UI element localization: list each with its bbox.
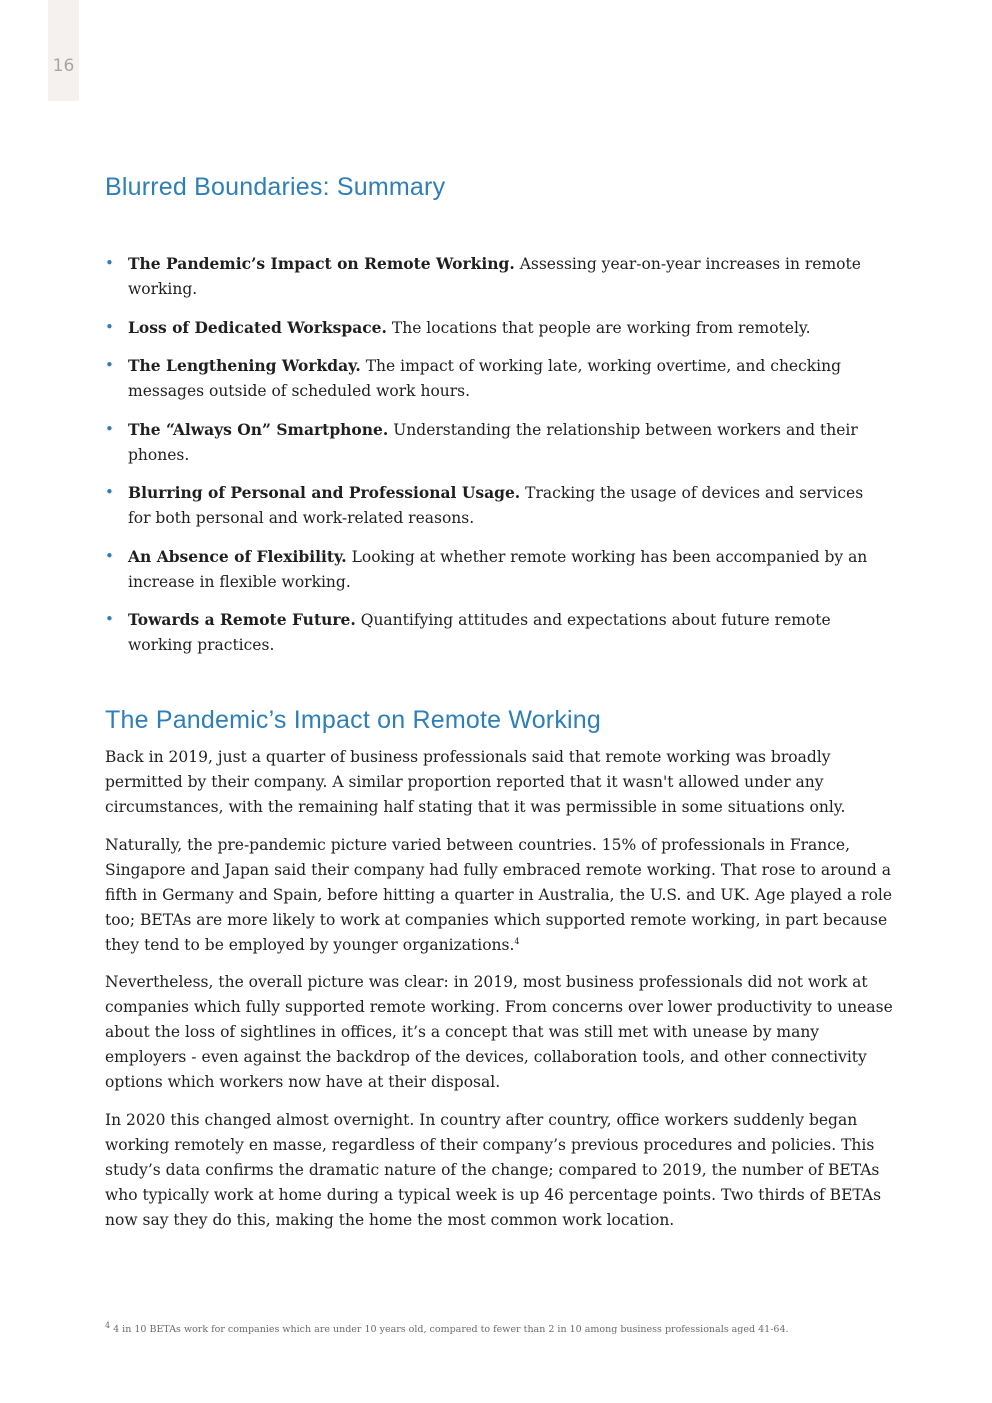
- item-title: Loss of Dedicated Workspace.: [128, 317, 387, 337]
- item-text: The impact of working late, working overtime, and checking messages outside of scheduled work hours.: [128, 357, 842, 400]
- body-text: [105, 745, 895, 1245]
- footnote-marker: 4: [105, 1320, 111, 1330]
- bullet-icon: •: [105, 610, 114, 628]
- bullet-icon: •: [105, 419, 114, 438]
- page-tab: [48, 0, 79, 101]
- item-text: The locations that people are working from remotely.: [386, 318, 811, 337]
- list-item: [105, 315, 890, 341]
- summary-list: [105, 251, 890, 671]
- item-text: Assessing year-on-year increases in remote working.: [128, 255, 861, 298]
- bullet-icon: •: [105, 546, 114, 565]
- item-text: Tracking the usage of devices and services for both personal and work-related reasons.: [128, 484, 864, 527]
- bullet-icon: •: [105, 483, 114, 501]
- list-item: [105, 544, 890, 595]
- list-item: [105, 251, 890, 302]
- footnote: [105, 1320, 890, 1337]
- paragraph: Back in 2019, just a quarter of business professionals said that remote working was broadly permitted by their company. A similar proportion reported that it wasn't allowed under any circumstances, with the remaining half stating that it was permissible in some situations only.: [105, 748, 846, 816]
- item-title: The Pandemic’s Impact on Remote Working.: [128, 254, 515, 273]
- item-text: Looking at whether remote working has been accompanied by an increase in flexible working.: [128, 547, 868, 591]
- bullet-icon: •: [105, 254, 114, 272]
- item-title: The “Always On” Smartphone.: [128, 419, 389, 439]
- page-number: 16: [52, 56, 75, 76]
- item-title: The Lengthening Workday.: [128, 356, 361, 375]
- section-heading: The Pandemic’s Impact on Remote Working: [105, 706, 601, 734]
- list-item: [105, 480, 890, 531]
- bullet-icon: •: [105, 317, 114, 336]
- paragraph: In 2020 this changed almost overnight. In country after country, office workers suddenly began working remotely en masse, regardless of their company’s previous procedures and policies. This study’s data confirms the dramatic nature of the change; compared to 2019, the number of BETAs who typically work at home during a typical week is up 46 percentage points. Two thirds of BETAs now say they do this, making the home the most common work location.: [105, 1110, 882, 1229]
- item-title: Blurring of Personal and Professional Usage.: [128, 483, 521, 502]
- item-title: Towards a Remote Future.: [128, 610, 356, 629]
- item-title: An Absence of Flexibility.: [128, 546, 347, 566]
- list-item: [105, 607, 890, 658]
- paragraph: [105, 833, 895, 958]
- footnote-text: 4 in 10 BETAs work for companies which are under 10 years old, compared to fewer than 2 in 10 among business professionals aged 41-64.: [110, 1324, 789, 1335]
- footnote-reference: 4: [514, 936, 520, 946]
- paragraph-text: Naturally, the pre-pandemic picture varied between countries. 15% of professionals in France, Singapore and Japan said their company had fully embraced remote working. That rose to around a fifth in Germany and Spain, before hitting a quarter in Australia, the U.S. and UK. Age played a role too; BETAs are more likely to work at companies which supported remote working, in part because they tend to be employed by younger organizations.: [105, 835, 893, 954]
- bullet-icon: •: [105, 356, 114, 374]
- item-text: Understanding the relationship between workers and their phones.: [128, 420, 858, 464]
- item-text: Quantifying attitudes and expectations about future remote working practices.: [128, 611, 831, 654]
- list-item: [105, 353, 890, 404]
- summary-heading: Blurred Boundaries: Summary: [105, 173, 446, 201]
- list-item: [105, 417, 890, 468]
- paragraph: Nevertheless, the overall picture was clear: in 2019, most business professionals did not work at companies which fully supported remote working. From concerns over lower productivity to unease about the loss of sightlines in offices, it’s a concept that was still met with unease by many employers - even against the backdrop of the devices, collaboration tools, and other connectivity options which workers now have at their disposal.: [105, 973, 893, 1091]
